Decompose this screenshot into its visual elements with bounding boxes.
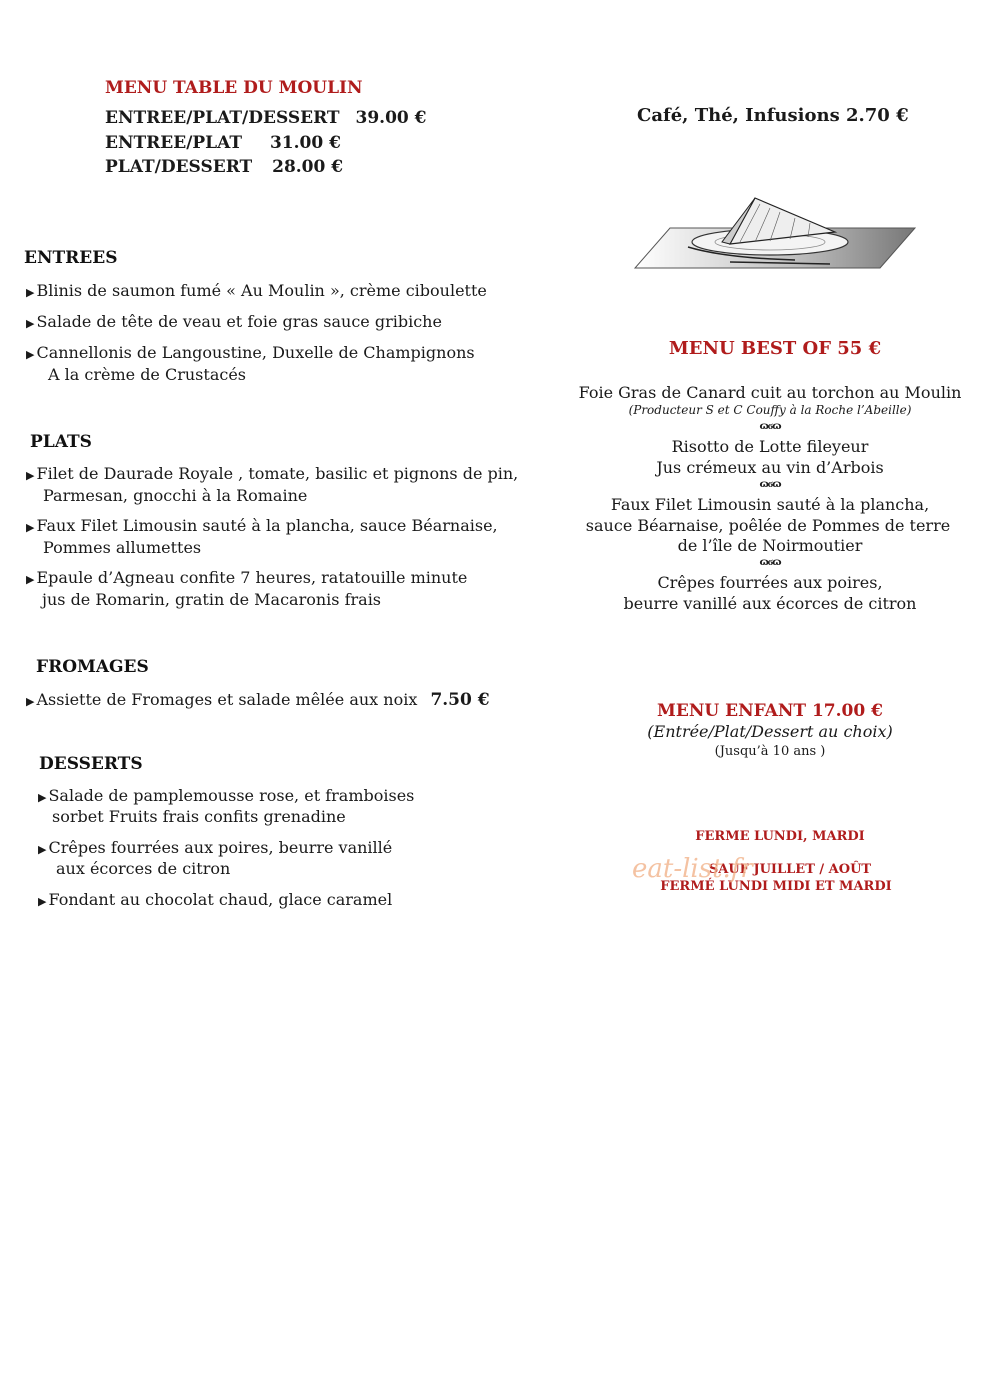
table-menu-label: ENTREE/PLAT/DESSERT [105, 108, 340, 128]
table-menu-line-1 [105, 108, 426, 128]
best-of-title: MENU BEST OF 55 € [668, 338, 882, 359]
arrow-right-icon: ▶ [38, 791, 47, 804]
list-item: ▶ Assiette de Fromages et salade mêlée aux noix 7.50 € [26, 690, 490, 710]
best-of-line: Risotto de Lotte fileyeur [671, 437, 869, 456]
enfant-age: (Jusqu’à 10 ans ) [714, 744, 826, 759]
list-item-continuation: Parmesan, gnocchi à la Romaine [43, 486, 308, 505]
list-item: ▶ Blinis de saumon fumé « Au Moulin », crème ciboulette [26, 281, 487, 300]
table-menu-label: PLAT/DESSERT [105, 157, 253, 177]
table-menu-line-2 [105, 133, 341, 153]
table-menu-line-3 [105, 157, 343, 177]
list-item-continuation: jus de Romarin, gratin de Macaronis frais [42, 590, 382, 609]
arrow-right-icon: ▶ [26, 521, 35, 534]
best-of-line: sauce Béarnaise, poêlée de Pommes de terre [585, 516, 951, 535]
list-item: ▶ Cannellonis de Langoustine, Duxelle de Champignons [26, 343, 475, 362]
list-item-continuation: A la crème de Crustacés [48, 365, 246, 384]
list-item: ▶ Faux Filet Limousin sauté à la plancha, sauce Béarnaise, [26, 516, 498, 535]
fromages-price: 7.50 € [430, 690, 490, 710]
best-of-line: Jus crémeux au vin d’Arbois [656, 458, 884, 477]
watermark: eat-list.fr [632, 854, 753, 884]
closing-line-2: SAUF JUILLET / AOÛT [708, 862, 872, 877]
separator-ornament: ɷϭɷ [759, 479, 781, 490]
separator-ornament: ɷϭɷ [759, 421, 781, 432]
napkin-plate-icon [630, 192, 920, 272]
table-menu-label: ENTREE/PLAT [105, 133, 243, 153]
best-of-producer: (Producteur S et C Couffy à la Roche l’Abeille) [628, 403, 912, 417]
arrow-right-icon: ▶ [26, 317, 35, 330]
desserts-heading: DESSERTS [39, 754, 143, 774]
closing-line-3: FERMÉ LUNDI MIDI ET MARDI [660, 879, 892, 894]
list-item: ▶ Filet de Daurade Royale , tomate, basilic et pignons de pin, [26, 464, 519, 483]
list-item-continuation: aux écorces de citron [56, 859, 231, 878]
plats-heading: PLATS [30, 432, 92, 452]
best-of-line: Foie Gras de Canard cuit au torchon au Moulin [578, 383, 962, 402]
arrow-right-icon: ▶ [38, 895, 47, 908]
list-item-continuation: sorbet Fruits frais confits grenadine [52, 807, 346, 826]
separator-ornament: ɷϭɷ [759, 557, 781, 568]
best-of-line: beurre vanillé aux écorces de citron [623, 594, 917, 613]
table-menu-price: 39.00 € [355, 108, 427, 128]
enfant-subtitle: (Entrée/Plat/Dessert au choix) [647, 722, 893, 741]
arrow-right-icon: ▶ [26, 469, 35, 482]
arrow-right-icon: ▶ [26, 348, 35, 361]
best-of-line: Faux Filet Limousin sauté à la plancha, [610, 495, 930, 514]
arrow-right-icon: ▶ [26, 573, 35, 586]
fromages-heading: FROMAGES [36, 657, 149, 677]
list-item: ▶ Epaule d’Agneau confite 7 heures, ratatouille minute [26, 568, 468, 587]
entrees-heading: ENTREES [24, 248, 118, 268]
arrow-right-icon: ▶ [26, 695, 35, 708]
closing-line-1: FERME LUNDI, MARDI [695, 829, 865, 844]
table-menu-title: MENU TABLE DU MOULIN [105, 78, 363, 98]
drinks-line: Café, Thé, Infusions 2.70 € [637, 105, 909, 126]
list-item: ▶ Salade de tête de veau et foie gras sauce gribiche [26, 312, 442, 331]
list-item-continuation: Pommes allumettes [43, 538, 202, 557]
table-menu-price: 31.00 € [269, 133, 341, 153]
arrow-right-icon: ▶ [26, 286, 35, 299]
enfant-title: MENU ENFANT 17.00 € [657, 701, 883, 721]
list-item: ▶ Fondant au chocolat chaud, glace caramel [38, 890, 393, 909]
table-menu-price: 28.00 € [272, 157, 344, 177]
best-of-line: de l’île de Noirmoutier [677, 536, 863, 555]
list-item: ▶ Crêpes fourrées aux poires, beurre vanillé [38, 838, 393, 857]
arrow-right-icon: ▶ [38, 843, 47, 856]
best-of-line: Crêpes fourrées aux poires, [657, 573, 883, 592]
list-item: ▶ Salade de pamplemousse rose, et framboises [38, 786, 415, 805]
